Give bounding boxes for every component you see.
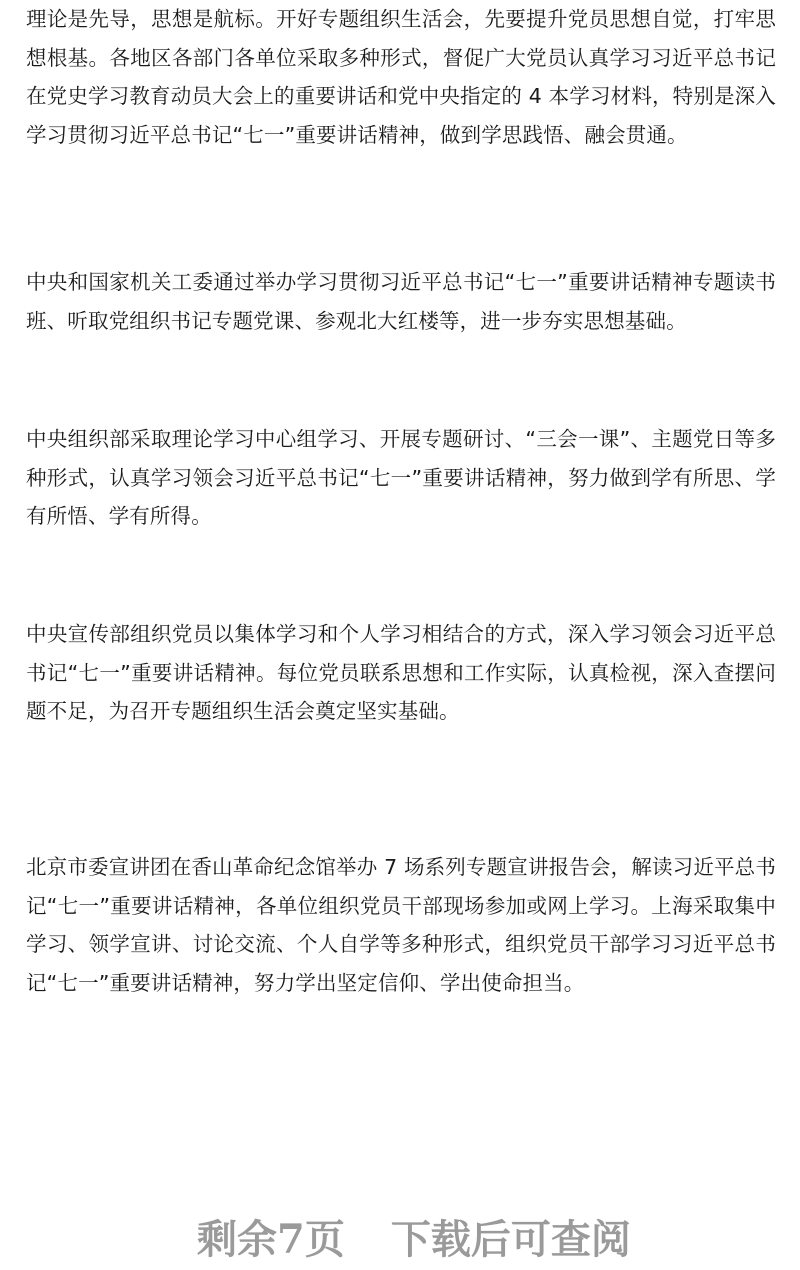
- download-prompt[interactable]: [0, 1150, 800, 1263]
- paragraph-2: 中央和国家机关工委通过举办学习贯彻习近平总书记“七一”重要讲话精神专题读书班、听取党组织书记专题党课、参观北大红楼等，进一步夯实思想基础。: [26, 270, 776, 333]
- paragraph-4: 中央宣传部组织党员以集体学习和个人学习相结合的方式，深入学习领会习近平总书记“七一”重要讲话精神。每位党员联系思想和工作实际，认真检视，深入查摆问题不足，为召开专题组织生活会奠定坚实基础。: [26, 622, 776, 723]
- remaining-pages-label: 剩余7页: [197, 1216, 345, 1263]
- download-to-view-label: 下载后可查阅: [390, 1216, 631, 1263]
- paragraph-1: 理论是先导，思想是航标。开好专题组织生活会，先要提升党员思想自觉，打牢思想根基。各地区各部门各单位采取多种形式，督促广大党员认真学习习近平总书记在党史学习教育动员大会上的重要讲话和党中央指定的 4 本学习材料，特别是深入学习贯彻习近平总书记“七一”重要讲话精神，做到学思践悟、融会贯通。: [26, 7, 776, 147]
- paragraph-3: 中央组织部采取理论学习中心组学习、开展专题研讨、“三会一课”、主题党日等多种形式，认真学习领会习近平总书记“七一”重要讲话精神，努力做到学有所思、学有所悟、学有所得。: [26, 427, 776, 528]
- paragraph-5: 北京市委宣讲团在香山革命纪念馆举办 7 场系列专题宣讲报告会，解读习近平总书记“七一”重要讲话精神，各单位组织党员干部现场参加或网上学习。上海采取集中学习、领学宣讲、讨论交流、个人自学等多种形式，组织党员干部学习习近平总书记“七一”重要讲话精神，努力学出坚定信仰、学出使命担当。: [26, 855, 776, 995]
